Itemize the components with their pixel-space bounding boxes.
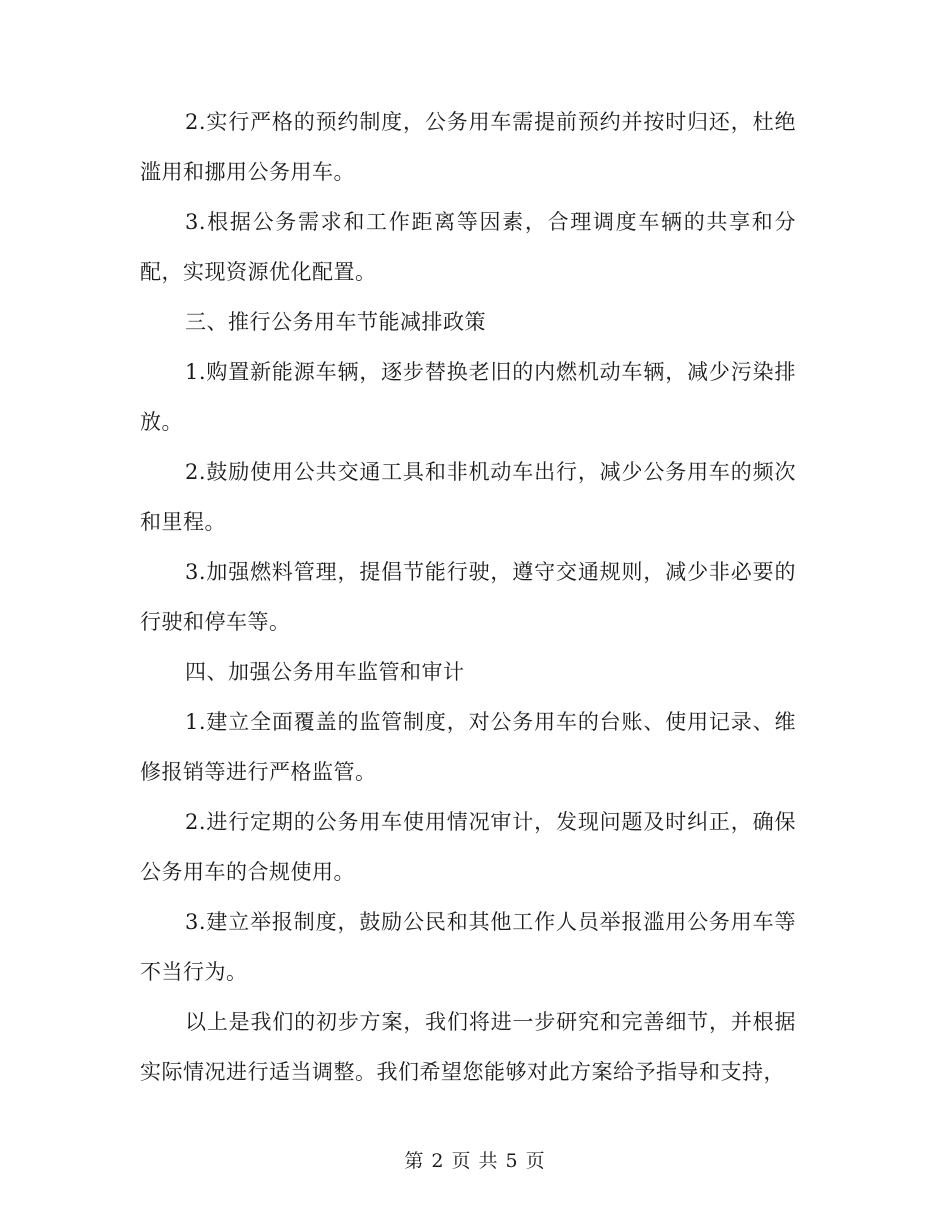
paragraph-reporting-system: 3.建立举报制度，鼓励公民和其他工作人员举报滥用公务用车等不当行为。	[140, 910, 796, 984]
paragraph-fuel-management: 3.加强燃料管理，提倡节能行驶，遵守交通规则，减少非必要的行驶和停车等。	[140, 560, 796, 634]
paragraph-supervision-system: 1.建立全面覆盖的监管制度，对公务用车的台账、使用记录、维修报销等进行严格监管。	[140, 710, 796, 784]
paragraph-reservation-system: 2.实行严格的预约制度，公务用车需提前预约并按时归还，杜绝滥用和挪用公务用车。	[140, 110, 796, 184]
page-number-footer: 第 2 页 共 5 页	[404, 1150, 546, 1172]
paragraph-periodic-audit: 2.进行定期的公务用车使用情况审计，发现问题及时纠正，确保公务用车的合规使用。	[140, 810, 796, 884]
document-body	[140, 97, 796, 1097]
paragraph-new-energy-vehicles: 1.购置新能源车辆，逐步替换老旧的内燃机动车辆，减少污染排放。	[140, 360, 796, 434]
section-heading-supervision-audit: 四、加强公务用车监管和审计	[185, 660, 465, 684]
section-heading-energy-saving: 三、推行公务用车节能减排政策	[185, 310, 486, 334]
paragraph-vehicle-dispatch: 3.根据公务需求和工作距离等因素，合理调度车辆的共享和分配，实现资源优化配置。	[140, 210, 796, 284]
paragraph-conclusion: 以上是我们的初步方案，我们将进一步研究和完善细节，并根据实际情况进行适当调整。我们希望您能够对此方案给予指导和支持，	[140, 1010, 796, 1084]
paragraph-public-transport: 2.鼓励使用公共交通工具和非机动车出行，减少公务用车的频次和里程。	[140, 460, 796, 534]
